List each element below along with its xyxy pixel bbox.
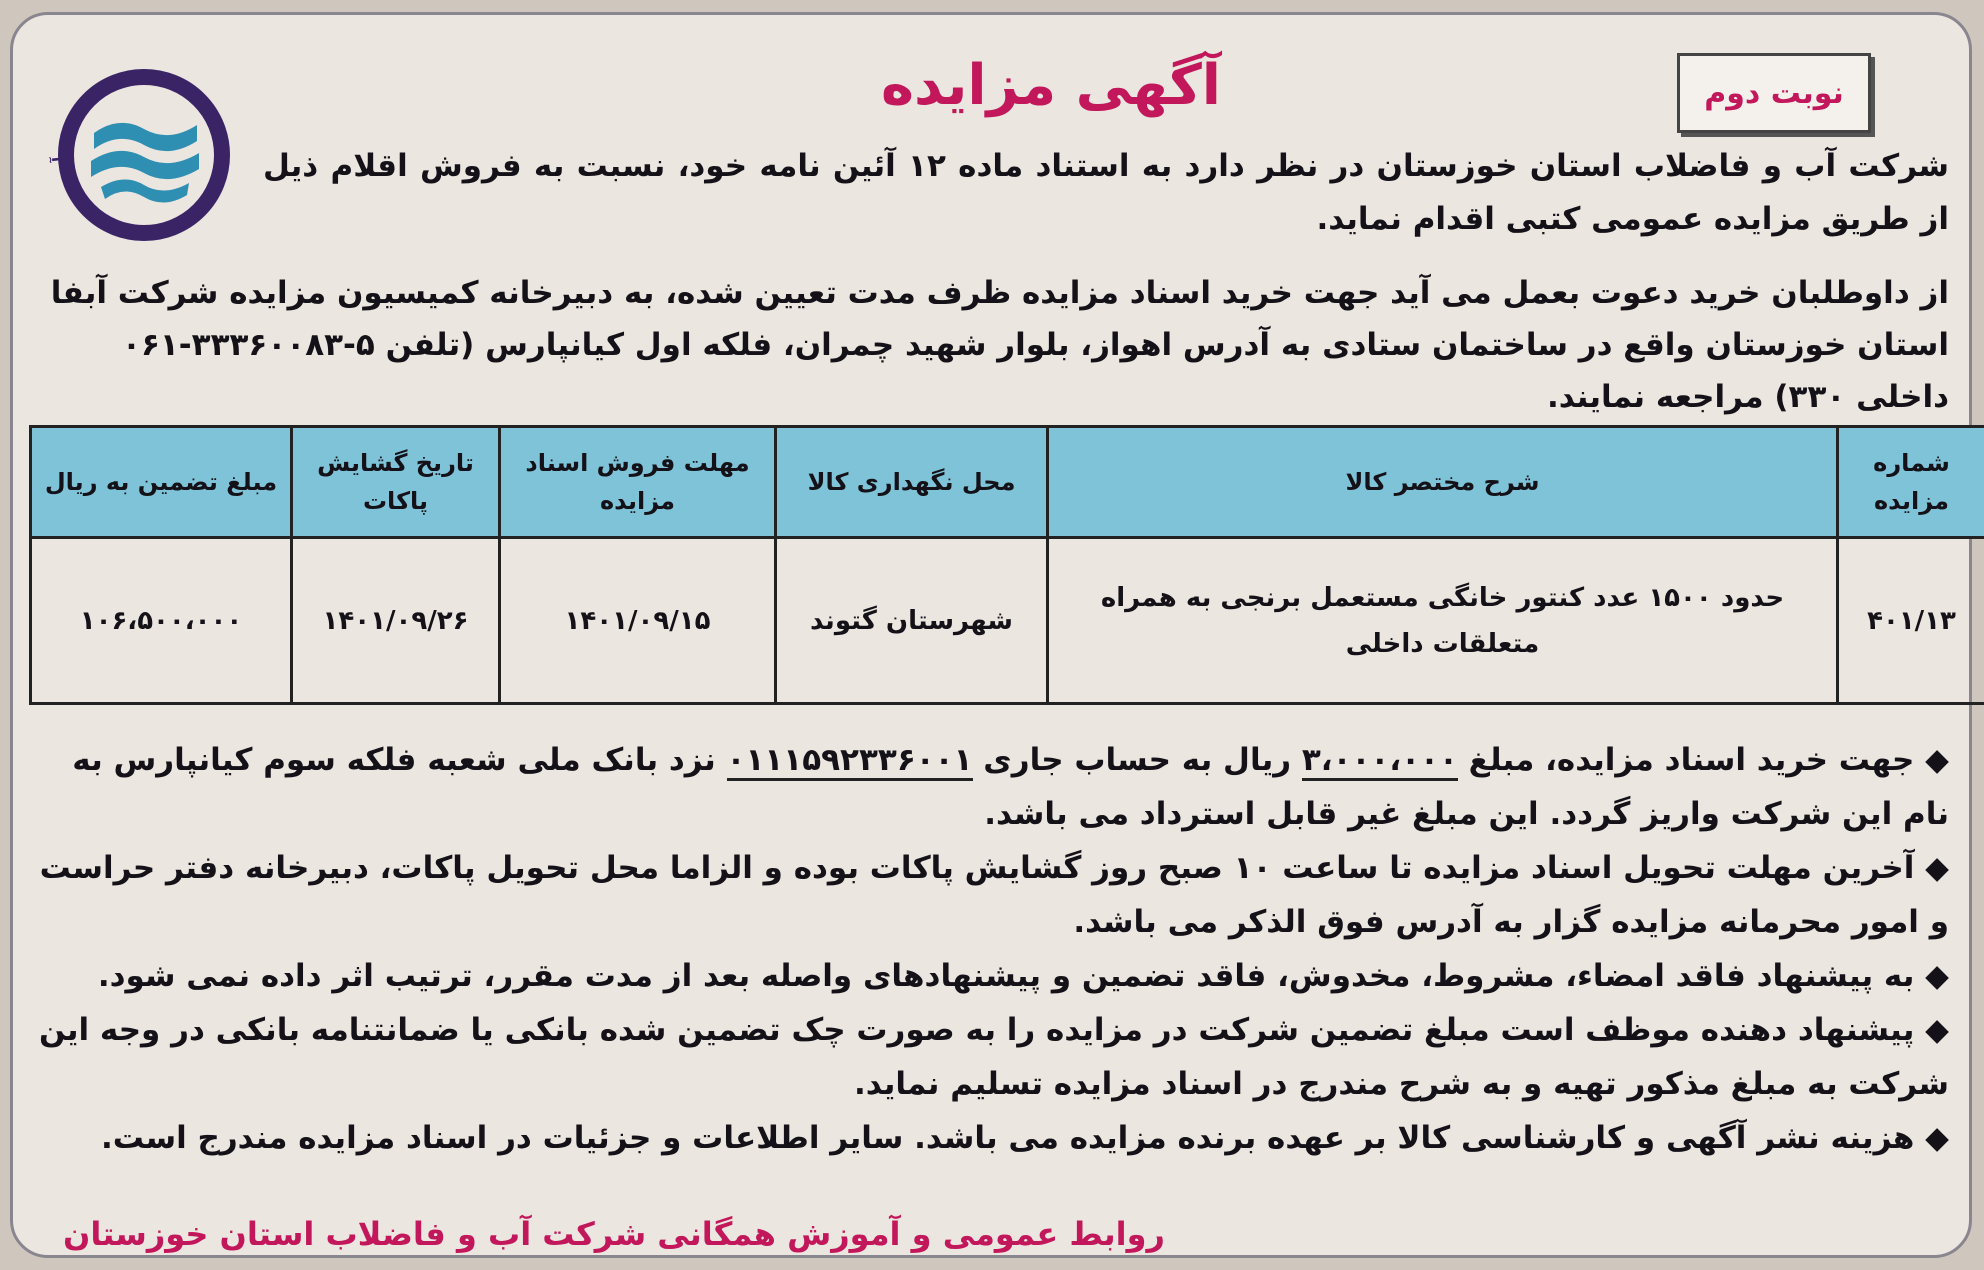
bullet-icon: ◆: [1925, 958, 1949, 994]
conditions-list: [33, 733, 1949, 1165]
invitation-paragraph: از داوطلبان خرید دعوت بعمل می آید جهت خرید اسناد مزایده ظرف مدت تعیین شده، به دبیرخانه کمیسیون مزایده شرکت آبفا استان خوزستان واقع در ساختمان ستادی به آدرس اهواز، بلوار شهید چمران، فلکه اول کیانپارس (تلفن ۵-۳۳۳۶۰۰۸۳-۰۶۱ داخلی ۳۳۰) مراجعه نمایند.: [50, 275, 1949, 415]
cell-location: شهرستان گتوند: [776, 538, 1048, 704]
round-label: نوبت دوم: [1704, 75, 1844, 111]
condition-2: آخرین مهلت تحویل اسناد مزایده تا ساعت ۱۰ صبح روز گشایش پاکات بوده و الزاما محل تحویل پاکات، دبیرخانه دفتر حراست و امور محرمانه مزایده گزار به آدرس فوق الذکر می باشد.: [39, 850, 1949, 940]
water-waves-icon: [39, 45, 249, 255]
condition-item: [33, 1003, 1949, 1111]
table-row: [31, 538, 1984, 704]
intro-text: [263, 140, 1949, 246]
bullet-icon: ◆: [1925, 1012, 1949, 1048]
condition-item: [33, 1111, 1949, 1165]
cell-guarantee: ۱۰۶،۵۰۰،۰۰۰: [31, 538, 292, 704]
condition-1-part3: نزد بانک ملی شعبه فلکه سوم کیانپارس به نام این شرکت واریز گردد. این مبلغ غیر قابل استرداد می باشد.: [72, 742, 1949, 832]
logo-ring-text: آب: [49, 155, 71, 180]
cell-auction-number: ۴۰۱/۱۳: [1838, 538, 1984, 704]
header-sale-deadline: مهلت فروش اسناد مزایده: [500, 427, 776, 538]
condition-item: [33, 733, 1949, 841]
cell-sale-deadline: ۱۴۰۱/۰۹/۱۵: [500, 538, 776, 704]
table-header-row: [31, 427, 1984, 538]
header-auction-number: شماره مزایده: [1838, 427, 1984, 538]
header-guarantee: مبلغ تضمین به ریال: [31, 427, 292, 538]
condition-item: [33, 949, 1949, 1003]
page-title: آگهی مزایده: [880, 53, 1222, 118]
bullet-icon: ◆: [1925, 1120, 1949, 1156]
auction-table: [29, 425, 1984, 705]
intro-paragraph: شرکت آب و فاضلاب استان خوزستان در نظر دارد به استناد ماده ۱۲ آئین نامه خود، نسبت به فروش اقلام ذیل از طریق مزایده عمومی کتبی اقدام نماید.: [263, 148, 1949, 237]
bullet-icon: ◆: [1925, 850, 1949, 886]
auction-notice: [10, 12, 1972, 1258]
condition-4: پیشنهاد دهنده موظف است مبلغ تضمین شرکت در مزایده را به صورت چک تضمین شده بانکی یا ضمانتنامه بانکی در وجه این شرکت به مبلغ مذکور تهیه و به شرح مندرج در اسناد مزایده تسلیم نماید.: [38, 1012, 1949, 1102]
footer-signature: روابط عمومی و آموزش همگانی شرکت آب و فاضلاب استان خوزستان: [63, 1215, 1165, 1253]
company-logo: [39, 45, 249, 255]
condition-3: به پیشنهاد فاقد امضاء، مشروط، مخدوش، فاقد تضمین و پیشنهادهای واصله بعد از مدت مقرر، ترتیب اثر داده نمی شود.: [97, 958, 1915, 994]
invitation-text: [33, 267, 1949, 423]
condition-1-part1: جهت خرید اسناد مزایده، مبلغ: [1457, 742, 1915, 778]
document-fee: ۳،۰۰۰،۰۰۰: [1302, 742, 1458, 781]
header-opening-date: تاریخ گشایش پاکات: [292, 427, 500, 538]
account-number: ۰۱۱۱۵۹۲۳۳۶۰۰۱: [727, 742, 973, 781]
cell-description: حدود ۱۵۰۰ عدد کنتور خانگی مستعمل برنجی به همراه متعلقات داخلی: [1048, 538, 1838, 704]
condition-1-part2: ریال به حساب جاری: [972, 742, 1302, 778]
cell-opening-date: ۱۴۰۱/۰۹/۲۶: [292, 538, 500, 704]
header-description: شرح مختصر کالا: [1048, 427, 1838, 538]
condition-item: [33, 841, 1949, 949]
header-location: محل نگهداری کالا: [776, 427, 1048, 538]
condition-5: هزینه نشر آگهی و کارشناسی کالا بر عهده برنده مزایده می باشد. سایر اطلاعات و جزئیات در اسناد مزایده مندرج است.: [100, 1120, 1915, 1156]
bullet-icon: ◆: [1925, 742, 1949, 778]
